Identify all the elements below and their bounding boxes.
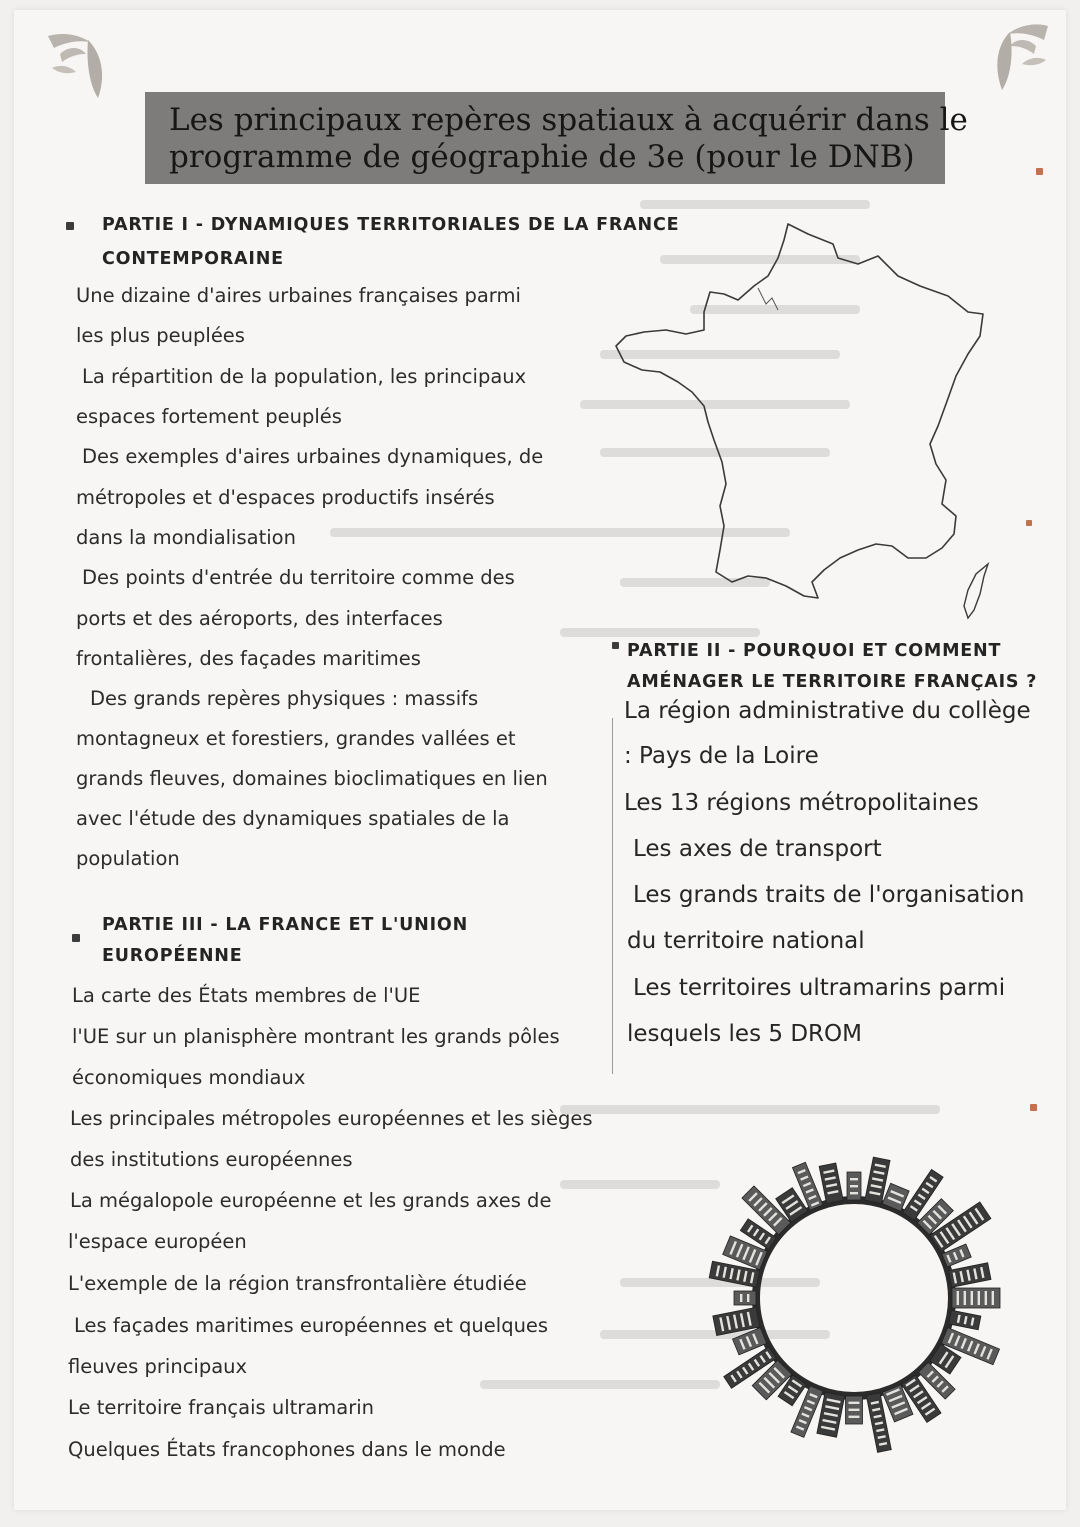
list-item: lesquels les 5 DROM (627, 1021, 862, 1047)
list-item: L'exemple de la région transfrontalière étudiée (68, 1272, 527, 1295)
partie2-heading-line2: AMÉNAGER LE TERRITOIRE FRANÇAIS ? (627, 672, 1038, 692)
city-skyline-icon (704, 1128, 1004, 1458)
list-item: montagneux et forestiers, grandes vallées et (76, 727, 516, 750)
list-item: espaces fortement peuplés (76, 405, 342, 428)
list-item: dans la mondialisation (76, 526, 296, 549)
leaf-sprig-icon (38, 24, 110, 104)
column-divider (612, 718, 613, 1074)
list-item: La répartition de la population, les principaux (82, 365, 527, 388)
list-item: métropoles et d'espaces productifs insérés (76, 486, 495, 509)
title-line-1: Les principaux repères spatiaux à acquérir dans le (169, 102, 968, 138)
section-bullet (72, 934, 80, 942)
list-item: grands fleuves, domaines bioclimatiques en lien (76, 767, 548, 790)
list-item: l'UE sur un planisphère montrant les grands pôles (72, 1025, 560, 1048)
list-item: Les grands traits de l'organisation (633, 882, 1025, 908)
list-item: des institutions européennes (70, 1148, 353, 1171)
title-line-2: programme de géographie de 3e (pour le DNB) (169, 139, 915, 175)
list-item: fleuves principaux (68, 1355, 248, 1378)
list-item: frontalières, des façades maritimes (76, 647, 421, 670)
leaf-sprig-icon (990, 16, 1060, 96)
list-item: ports et des aéroports, des interfaces (76, 607, 443, 630)
partie3-heading-line2: EUROPÉENNE (102, 946, 243, 966)
list-item: La carte des États membres de l'UE (72, 984, 421, 1007)
list-item: Les territoires ultramarins parmi (633, 975, 1006, 1001)
list-item: Des points d'entrée du territoire comme des (82, 566, 515, 589)
list-item: du territoire national (627, 928, 865, 954)
list-item: les plus peuplées (76, 324, 245, 347)
list-item: Le territoire français ultramarin (68, 1396, 375, 1419)
list-item: La région administrative du collège (624, 698, 1031, 724)
list-item: Les façades maritimes européennes et quelques (74, 1314, 549, 1337)
list-item: population (76, 847, 180, 870)
list-item: La mégalopole européenne et les grands axes de (70, 1189, 552, 1212)
partie1-heading-line2: CONTEMPORAINE (102, 249, 284, 269)
france-map-icon (608, 214, 993, 634)
margin-dot (1036, 168, 1043, 175)
list-item: Les 13 régions métropolitaines (624, 790, 979, 816)
section-bullet (612, 642, 619, 649)
list-item: Des exemples d'aires urbaines dynamiques, de (82, 445, 544, 468)
list-item: Des grands repères physiques : massifs (90, 687, 479, 710)
partie2-heading-line1: PARTIE II - POURQUOI ET COMMENT (627, 641, 1002, 661)
section-bullet (66, 222, 74, 230)
list-item: économiques mondiaux (72, 1066, 306, 1089)
list-item: Les axes de transport (633, 836, 882, 862)
list-item: avec l'étude des dynamiques spatiales de la (76, 807, 510, 830)
list-item: Les principales métropoles européennes et les sièges (70, 1107, 593, 1130)
list-item: Quelques États francophones dans le monde (68, 1438, 506, 1461)
partie3-heading-line1: PARTIE III - LA FRANCE ET L'UNION (102, 915, 469, 935)
margin-dot (1030, 1104, 1037, 1111)
margin-dot (1026, 520, 1032, 526)
partie1-heading-line1: PARTIE I - DYNAMIQUES TERRITORIALES DE LA FRANCE (102, 215, 680, 235)
title-banner (145, 92, 968, 184)
list-item: l'espace européen (68, 1230, 247, 1253)
list-item: : Pays de la Loire (624, 743, 819, 769)
list-item: Une dizaine d'aires urbaines françaises parmi (76, 284, 521, 307)
